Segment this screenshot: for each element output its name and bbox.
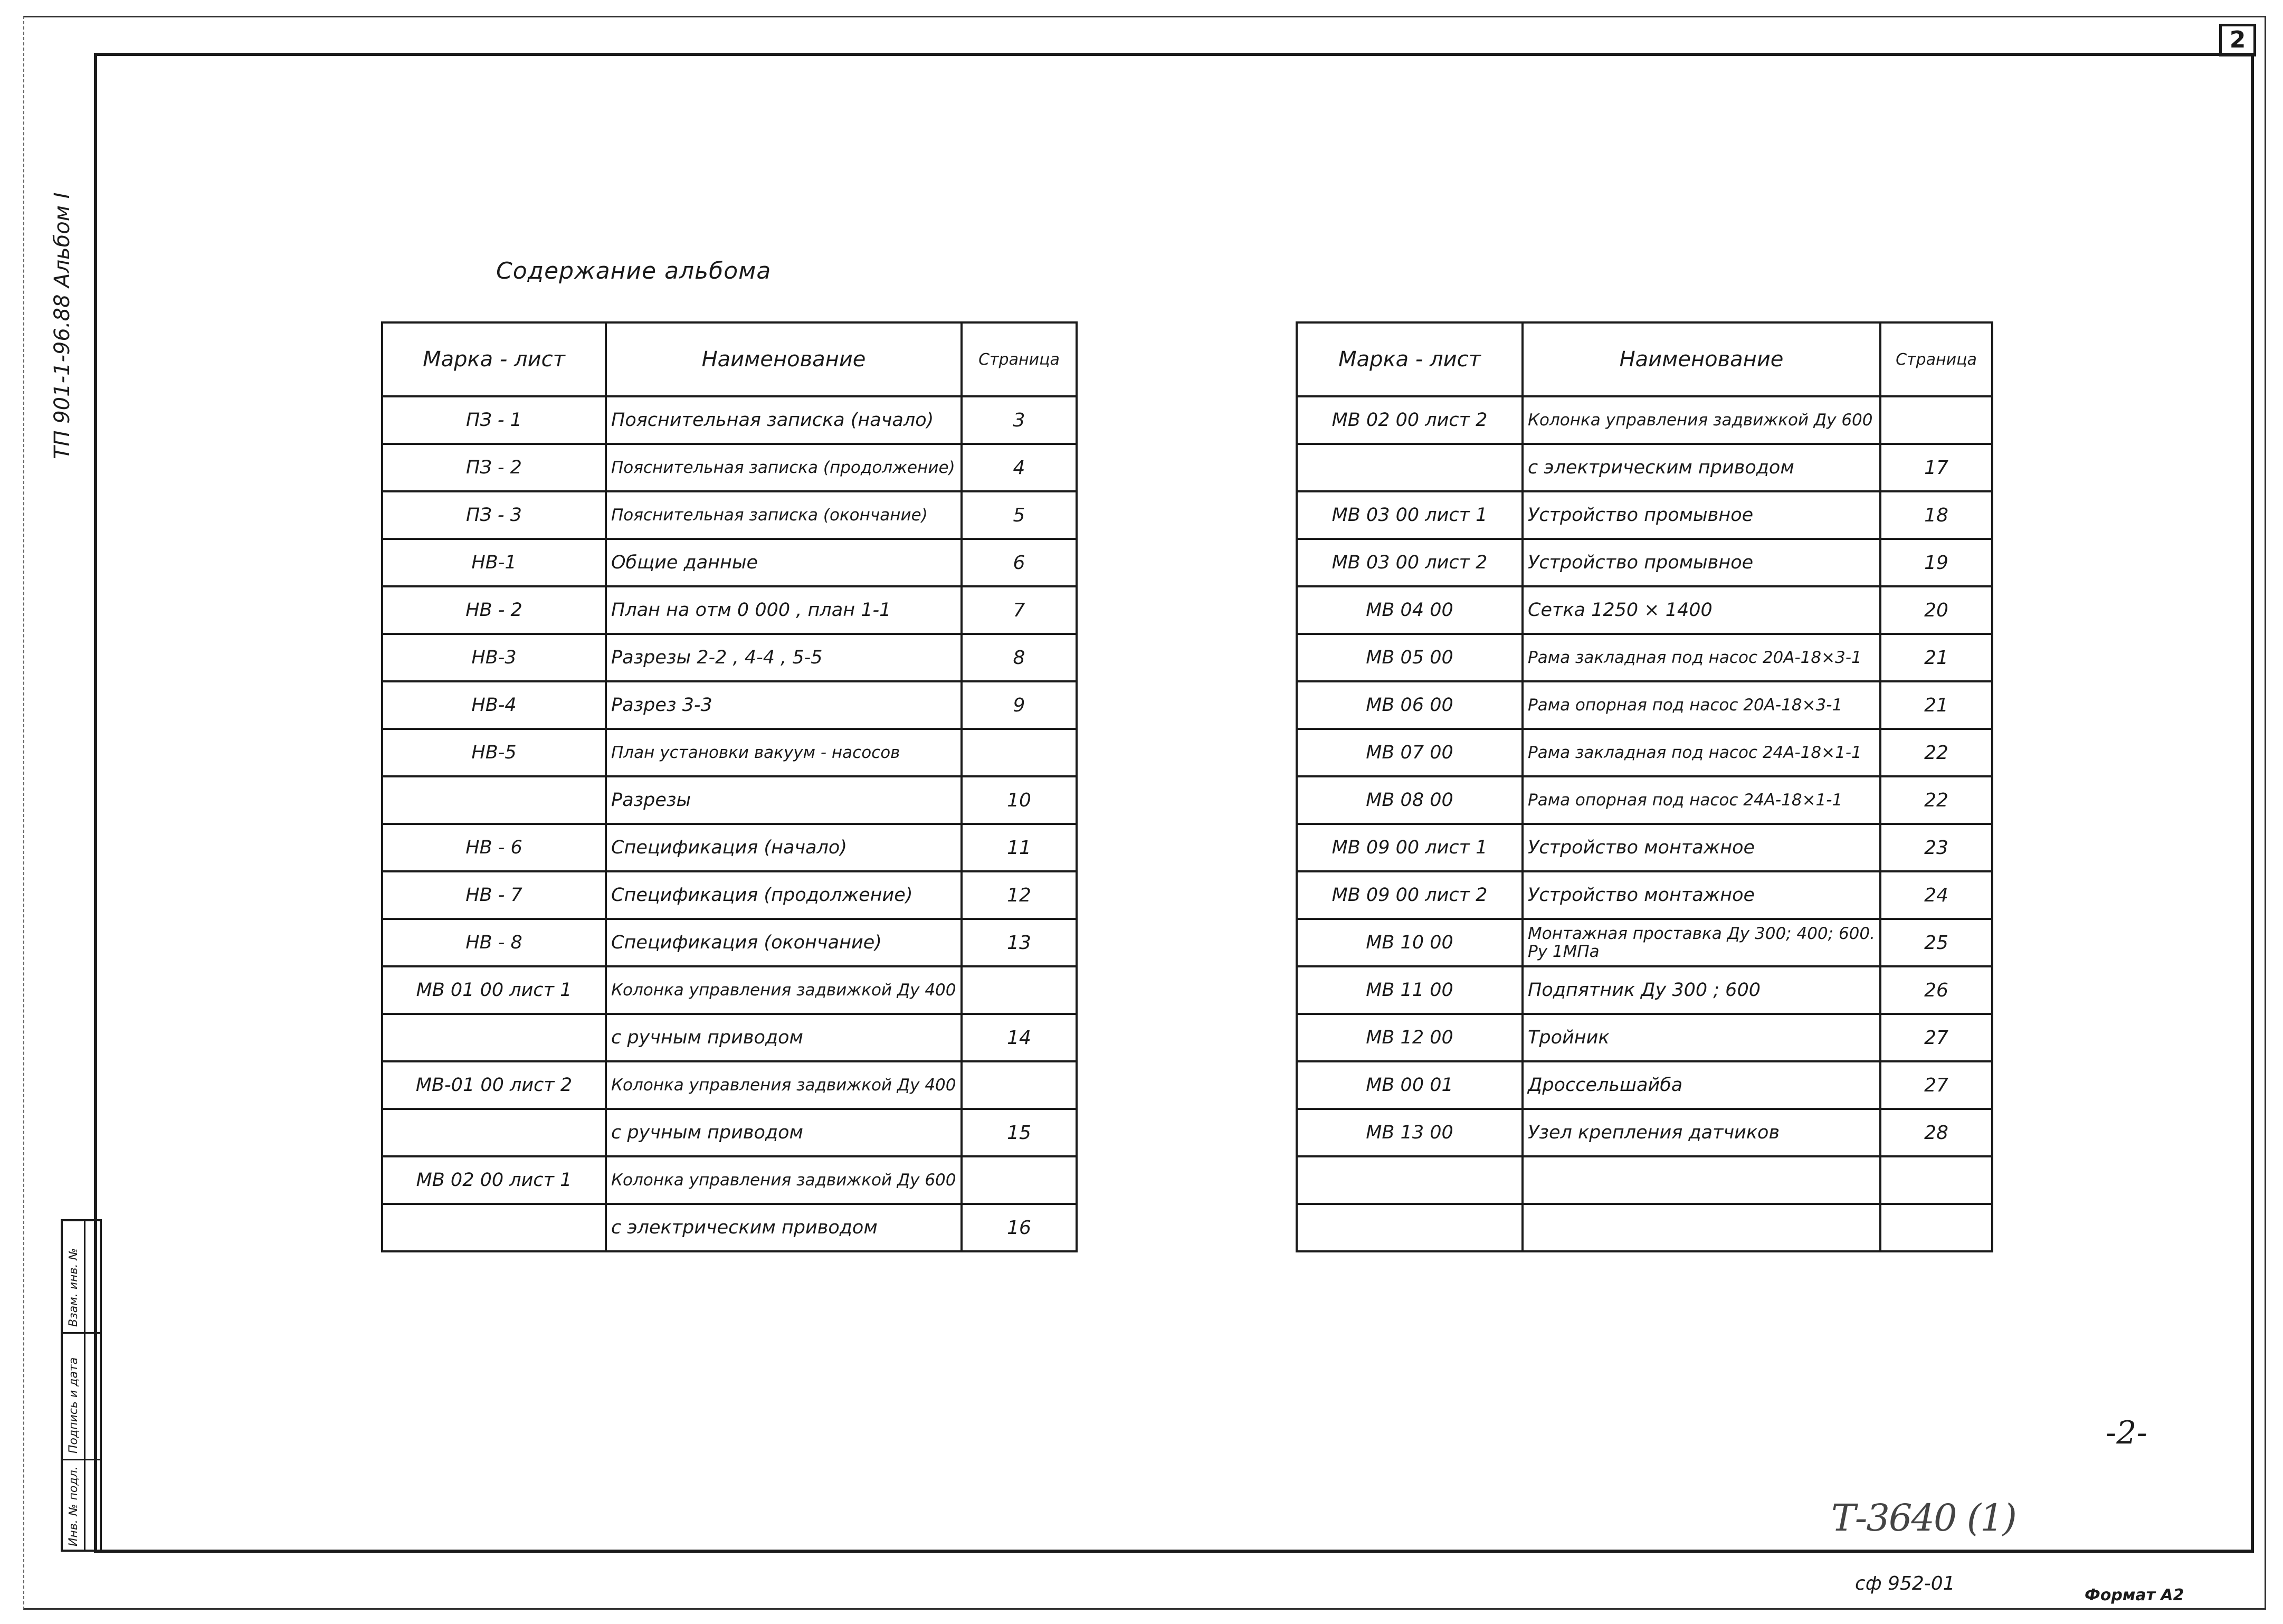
document-title: Содержание альбома [496,258,772,284]
row-name: Устройство промывное [1523,539,1880,586]
stamp-cell-replace-inv [63,1221,100,1332]
header-mark: Марка - лист [1297,322,1523,396]
table-row [1297,491,1992,539]
table-row [382,1204,1077,1251]
table-row [382,1061,1077,1109]
row-page [1880,1156,1992,1204]
row-page [962,1061,1077,1109]
row-page: 15 [962,1109,1077,1156]
stamp-label: Подпись и дата [67,1357,80,1454]
table-row [1297,1204,1992,1251]
table-row [1297,871,1992,919]
row-mark: МВ 04 00 [1297,586,1523,634]
row-page: 26 [1880,966,1992,1014]
row-name: Пояснительная записка (окончание) [606,491,962,539]
row-name: Подпятник Ду 300 ; 600 [1523,966,1880,1014]
row-page: 18 [1880,491,1992,539]
row-name: Рама закладная под насос 24А-18×1-1 [1523,729,1880,776]
row-name: Спецификация (окончание) [606,919,962,966]
table-header-row [1297,322,1992,396]
row-name: Пояснительная записка (начало) [606,396,962,444]
row-mark: НВ-3 [382,634,606,681]
row-mark: НВ - 2 [382,586,606,634]
row-page: 19 [1880,539,1992,586]
table-row [382,396,1077,444]
row-name: Рама закладная под насос 20А-18×3-1 [1523,634,1880,681]
row-mark [382,1109,606,1156]
row-mark: МВ 01 00 лист 1 [382,966,606,1014]
stamp-cell-inv-no [63,1459,100,1552]
table-row [1297,396,1992,444]
row-page [962,729,1077,776]
row-page: 21 [1880,681,1992,729]
table-row [382,1014,1077,1061]
document-code: сф 952-01 [1855,1573,1955,1594]
header-page: Страница [1880,322,1992,396]
table-row [382,1109,1077,1156]
table-row [382,776,1077,824]
row-name: Сетка 1250 × 1400 [1523,586,1880,634]
row-page: 22 [1880,729,1992,776]
row-name: Узел крепления датчиков [1523,1109,1880,1156]
row-name: Устройство монтажное [1523,871,1880,919]
row-name: Тройник [1523,1014,1880,1061]
row-name: Колонка управления задвижкой Ду 600 [1523,396,1880,444]
row-mark: МВ 02 00 лист 1 [382,1156,606,1204]
row-page: 16 [962,1204,1077,1251]
row-mark: НВ-4 [382,681,606,729]
row-mark: НВ-1 [382,539,606,586]
table-row [382,824,1077,871]
row-mark: МВ 09 00 лист 1 [1297,824,1523,871]
inventory-mark: Т-3640 (1) [1831,1496,2016,1540]
table-row [382,1156,1077,1204]
row-page: 5 [962,491,1077,539]
page-number-box: 2 [2219,24,2256,56]
row-mark [1297,444,1523,491]
row-mark: МВ 03 00 лист 2 [1297,539,1523,586]
table-row [1297,966,1992,1014]
row-page: 27 [1880,1014,1992,1061]
sheet-format: Формат А2 [2085,1586,2184,1604]
row-name: Рама опорная под насос 24А-18×1-1 [1523,776,1880,824]
row-name: План установки вакуум - насосов [606,729,962,776]
row-name: Пояснительная записка (продолжение) [606,444,962,491]
row-page: 13 [962,919,1077,966]
table-row [1297,681,1992,729]
handwritten-page-number: -2- [2106,1414,2147,1451]
row-page: 9 [962,681,1077,729]
row-mark [1297,1204,1523,1251]
table-row [382,966,1077,1014]
row-name: Спецификация (начало) [606,824,962,871]
table-row [1297,824,1992,871]
row-name: Колонка управления задвижкой Ду 600 [606,1156,962,1204]
table-row [382,919,1077,966]
row-name: Дроссельшайба [1523,1061,1880,1109]
table-row [1297,444,1992,491]
row-mark: НВ-5 [382,729,606,776]
row-mark: ПЗ - 2 [382,444,606,491]
row-name: Разрезы 2-2 , 4-4 , 5-5 [606,634,962,681]
row-name: Колонка управления задвижкой Ду 400 [606,1061,962,1109]
table-row [1297,586,1992,634]
row-mark: НВ - 8 [382,919,606,966]
row-mark: МВ 13 00 [1297,1109,1523,1156]
table-row [382,586,1077,634]
table-row [1297,1156,1992,1204]
row-mark [382,1014,606,1061]
table-row [1297,1061,1992,1109]
row-name: Рама опорная под насос 20А-18×3-1 [1523,681,1880,729]
row-page: 28 [1880,1109,1992,1156]
row-mark: ПЗ - 3 [382,491,606,539]
row-name: Устройство промывное [1523,491,1880,539]
row-name [1523,1156,1880,1204]
table-row [1297,1109,1992,1156]
row-name: Колонка управления задвижкой Ду 400 [606,966,962,1014]
row-page: 4 [962,444,1077,491]
row-page [962,1156,1077,1204]
row-mark: МВ 05 00 [1297,634,1523,681]
contents-table-right [1296,321,1993,1252]
table-row [382,729,1077,776]
stamp-label: Инв. № подл. [67,1466,80,1546]
row-page: 25 [1880,919,1992,966]
row-page: 14 [962,1014,1077,1061]
table-row [1297,539,1992,586]
header-page: Страница [962,322,1077,396]
row-mark [1297,1156,1523,1204]
row-name: Монтажная проставка Ду 300; 400; 600. Ру 1МПа [1523,919,1880,966]
row-name: Устройство монтажное [1523,824,1880,871]
table-row [382,634,1077,681]
row-mark: МВ 06 00 [1297,681,1523,729]
table-row [382,681,1077,729]
table-row [382,491,1077,539]
row-mark: МВ-01 00 лист 2 [382,1061,606,1109]
table-row [1297,729,1992,776]
row-mark [382,1204,606,1251]
row-page: 17 [1880,444,1992,491]
row-page: 20 [1880,586,1992,634]
row-name: с электрическим приводом [606,1204,962,1251]
row-name: Спецификация (продолжение) [606,871,962,919]
row-name: с ручным приводом [606,1014,962,1061]
row-mark: МВ 10 00 [1297,919,1523,966]
row-name: с ручным приводом [606,1109,962,1156]
row-page: 22 [1880,776,1992,824]
table-row [1297,776,1992,824]
row-page: 27 [1880,1061,1992,1109]
row-mark: НВ - 6 [382,824,606,871]
row-mark: МВ 00 01 [1297,1061,1523,1109]
row-mark: МВ 09 00 лист 2 [1297,871,1523,919]
row-name: Общие данные [606,539,962,586]
row-mark: МВ 02 00 лист 2 [1297,396,1523,444]
table-row [1297,634,1992,681]
approval-stamp [61,1219,102,1552]
row-page [1880,396,1992,444]
row-page [962,966,1077,1014]
row-page: 21 [1880,634,1992,681]
row-page: 24 [1880,871,1992,919]
row-mark: МВ 11 00 [1297,966,1523,1014]
table-row [1297,919,1992,966]
row-name [1523,1204,1880,1251]
row-page [1880,1204,1992,1251]
row-page: 23 [1880,824,1992,871]
row-mark: МВ 07 00 [1297,729,1523,776]
stamp-label: Взам. инв. № [67,1248,80,1327]
stamp-cell-signature [63,1332,100,1459]
row-mark: ПЗ - 1 [382,396,606,444]
row-page: 6 [962,539,1077,586]
row-name: с электрическим приводом [1523,444,1880,491]
row-mark: НВ - 7 [382,871,606,919]
row-page: 3 [962,396,1077,444]
row-mark: МВ 03 00 лист 1 [1297,491,1523,539]
row-page: 7 [962,586,1077,634]
row-page: 10 [962,776,1077,824]
table-row [382,539,1077,586]
row-name: Разрез 3-3 [606,681,962,729]
row-mark: МВ 08 00 [1297,776,1523,824]
row-mark [382,776,606,824]
side-title: ТП 901-1-96.88 Альбом I [50,192,74,459]
row-page: 8 [962,634,1077,681]
row-name: Разрезы [606,776,962,824]
row-page: 12 [962,871,1077,919]
table-row [1297,1014,1992,1061]
table-row [382,444,1077,491]
header-name: Наименование [606,322,962,396]
header-name: Наименование [1523,322,1880,396]
row-page: 11 [962,824,1077,871]
table-header-row [382,322,1077,396]
contents-table-left [381,321,1078,1252]
row-mark: МВ 12 00 [1297,1014,1523,1061]
table-row [382,871,1077,919]
header-mark: Марка - лист [382,322,606,396]
row-name: План на отм 0 000 , план 1-1 [606,586,962,634]
